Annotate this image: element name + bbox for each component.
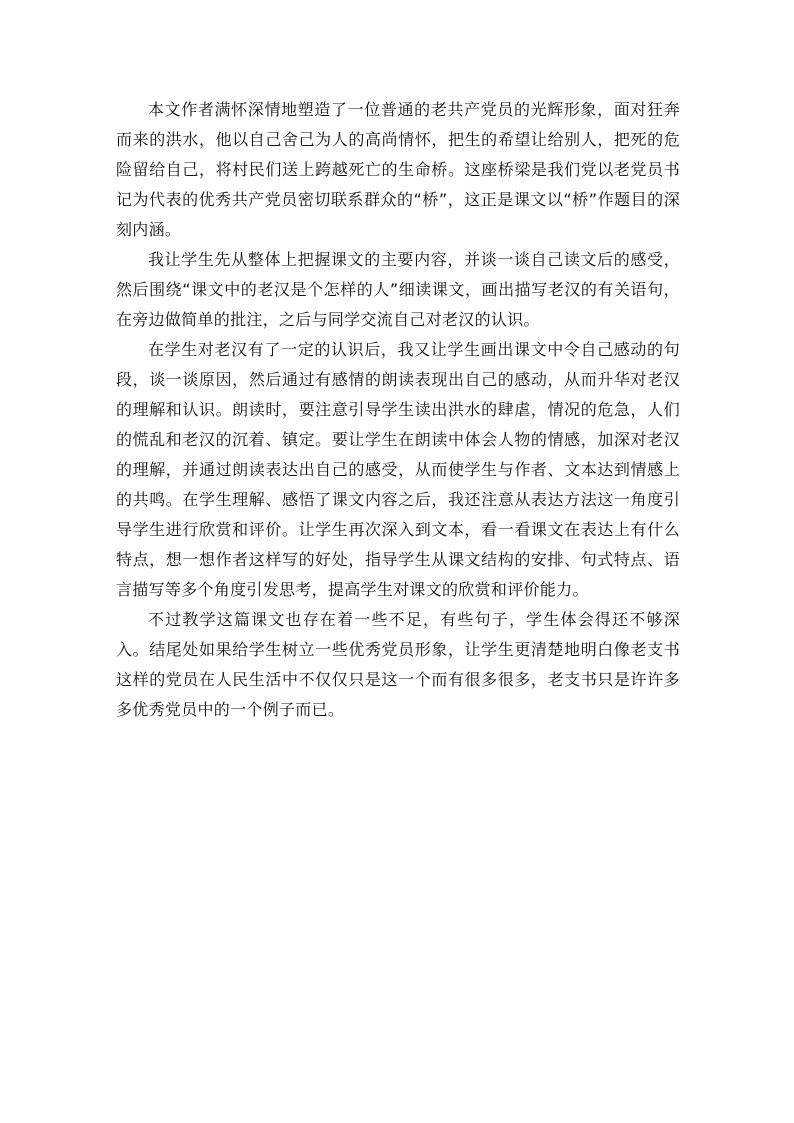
document-body: [116, 95, 680, 725]
paragraph-1: 本文作者满怀深情地塑造了一位普通的老共产党员的光辉形象，面对狂奔而来的洪水，他以自己舍己为人的高尚情怀，把生的希望让给别人，把死的危险留给自己，将村民们送上跨越死亡的生命桥。这座桥梁是我们党以老党员书记为代表的优秀共产党员密切联系群众的“桥”，这正是课文以“桥”作题目的深刻内涵。: [116, 100, 680, 239]
paragraph-4: 不过教学这篇课文也存在着一些不足，有些句子，学生体会得还不够深入。结尾处如果给学生树立一些优秀党员形象，让学生更清楚地明白像老支书这样的党员在人民生活中不仅仅只是这一个而有很多很多，老支书只是许许多多优秀党员中的一个例子而已。: [116, 610, 680, 719]
paragraph-3: 在学生对老汉有了一定的认识后，我又让学生画出课文中令自己感动的句段，谈一谈原因，然后通过有感情的朗读表现出自己的感动，从而升华对老汉的理解和认识。朗读时，要注意引导学生读出洪水的肆虐，情况的危急，人们的慌乱和老汉的沉着、镇定。要让学生在朗读中体会人物的情感，加深对老汉的理解，并通过朗读表达出自己的感受，从而使学生与作者、文本达到情感上的共鸣。在学生理解、感悟了课文内容之后，我还注意从表达方法这一角度引导学生进行欣赏和评价。让学生再次深入到文本，看一看课文在表达上有什么特点，想一想作者这样写的好处，指导学生从课文结构的安排、句式特点、语言描写等多个角度引发思考，提高学生对课文的欣赏和评价能力。: [116, 340, 680, 599]
paragraph-2: 我让学生先从整体上把握课文的主要内容，并谈一谈自己读文后的感受，然后围绕“课文中的老汉是个怎样的人”细读课文，画出描写老汉的有关语句，在旁边做简单的批注，之后与同学交流自己对老汉的认识。: [116, 250, 680, 329]
